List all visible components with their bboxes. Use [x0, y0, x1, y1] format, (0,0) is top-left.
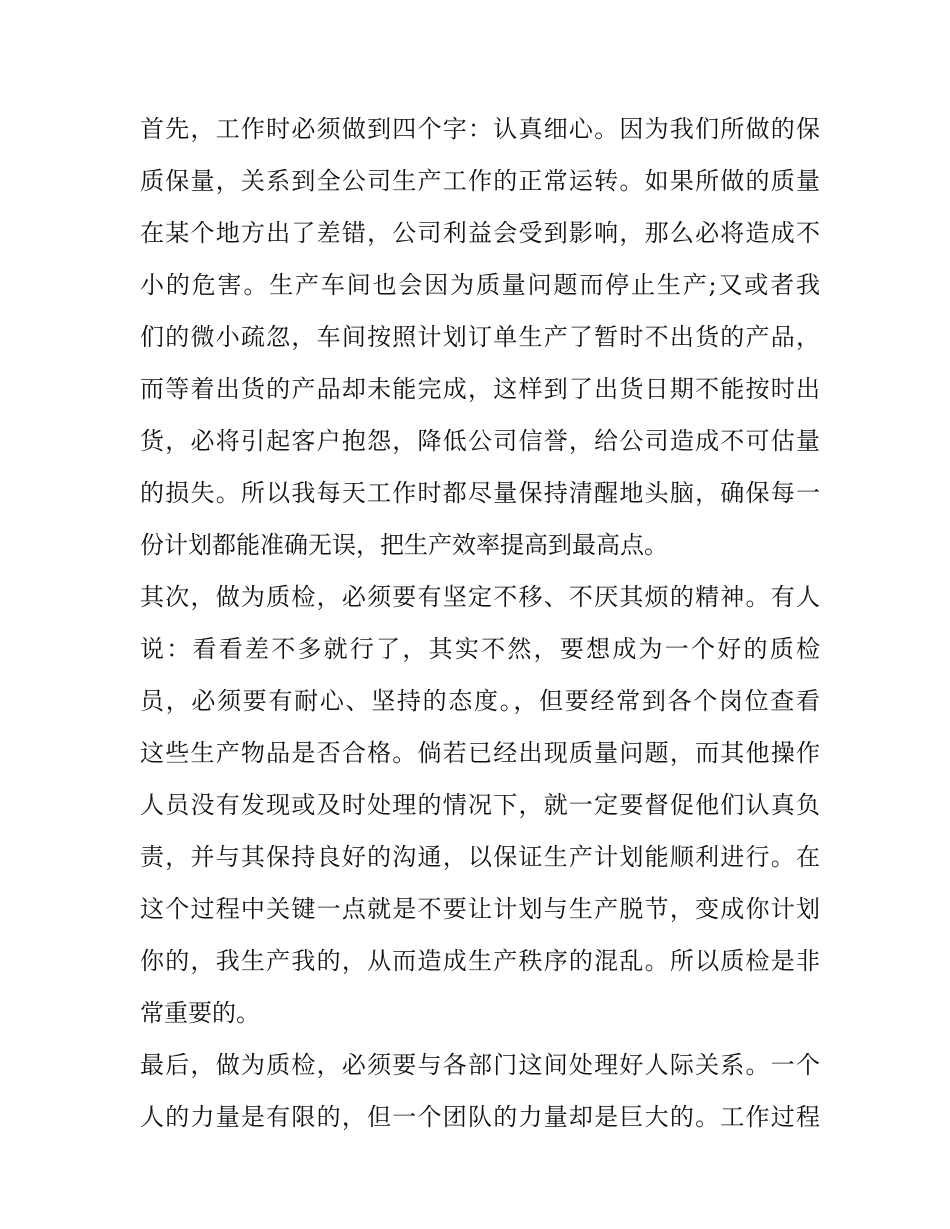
text-line: 这个过程中关键一点就是不要让计划与生产脱节，变成你计划: [140, 895, 820, 923]
text-line: 货，必将引起客户抱怨，降低公司信誉，给公司造成不可估量: [140, 427, 820, 455]
text-line: 其次，做为质检，必须要有坚定不移、不厌其烦的精神。有人: [140, 583, 820, 611]
text-line: 人的力量是有限的，但一个团队的力量却是巨大的。工作过程: [140, 1103, 820, 1131]
text-line: 们的微小疏忽，车间按照计划订单生产了暂时不出货的产品，: [140, 323, 820, 351]
text-line: 这些生产物品是否合格。倘若已经出现质量问题，而其他操作: [140, 739, 820, 767]
text-line: 份计划都能准确无误，把生产效率提高到最高点。: [140, 531, 668, 559]
text-line: 常重要的。: [140, 999, 260, 1027]
paragraph-second: [140, 571, 820, 1039]
text-line: 责，并与其保持良好的沟通，以保证生产计划能顺利进行。在: [140, 843, 820, 871]
paragraph-third: [140, 1039, 820, 1143]
text-line: 在某个地方出了差错，公司利益会受到影响，那么必将造成不: [140, 219, 820, 247]
text-line: 最后，做为质检，必须要与各部门这间处理好人际关系。一个: [140, 1051, 820, 1079]
paragraph-first: [140, 103, 820, 571]
text-line: 员，必须要有耐心、坚持的态度。，但要经常到各个岗位查看: [140, 687, 820, 715]
text-line: 你的，我生产我的，从而造成生产秩序的混乱。所以质检是非: [140, 947, 820, 975]
text-line: 而等着出货的产品却未能完成，这样到了出货日期不能按时出: [140, 375, 820, 403]
text-line: 的损失。所以我每天工作时都尽量保持清醒地头脑，确保每一: [140, 479, 820, 507]
document-body: [140, 103, 820, 1143]
text-line: 说：看看差不多就行了，其实不然，要想成为一个好的质检: [140, 635, 820, 663]
text-line: 小的危害。生产车间也会因为质量问题而停止生产;又或者我: [140, 271, 820, 299]
text-line: 质保量，关系到全公司生产工作的正常运转。如果所做的质量: [140, 167, 820, 195]
text-line: 首先，工作时必须做到四个字：认真细心。因为我们所做的保: [140, 115, 820, 143]
text-line: 人员没有发现或及时处理的情况下，就一定要督促他们认真负: [140, 791, 820, 819]
